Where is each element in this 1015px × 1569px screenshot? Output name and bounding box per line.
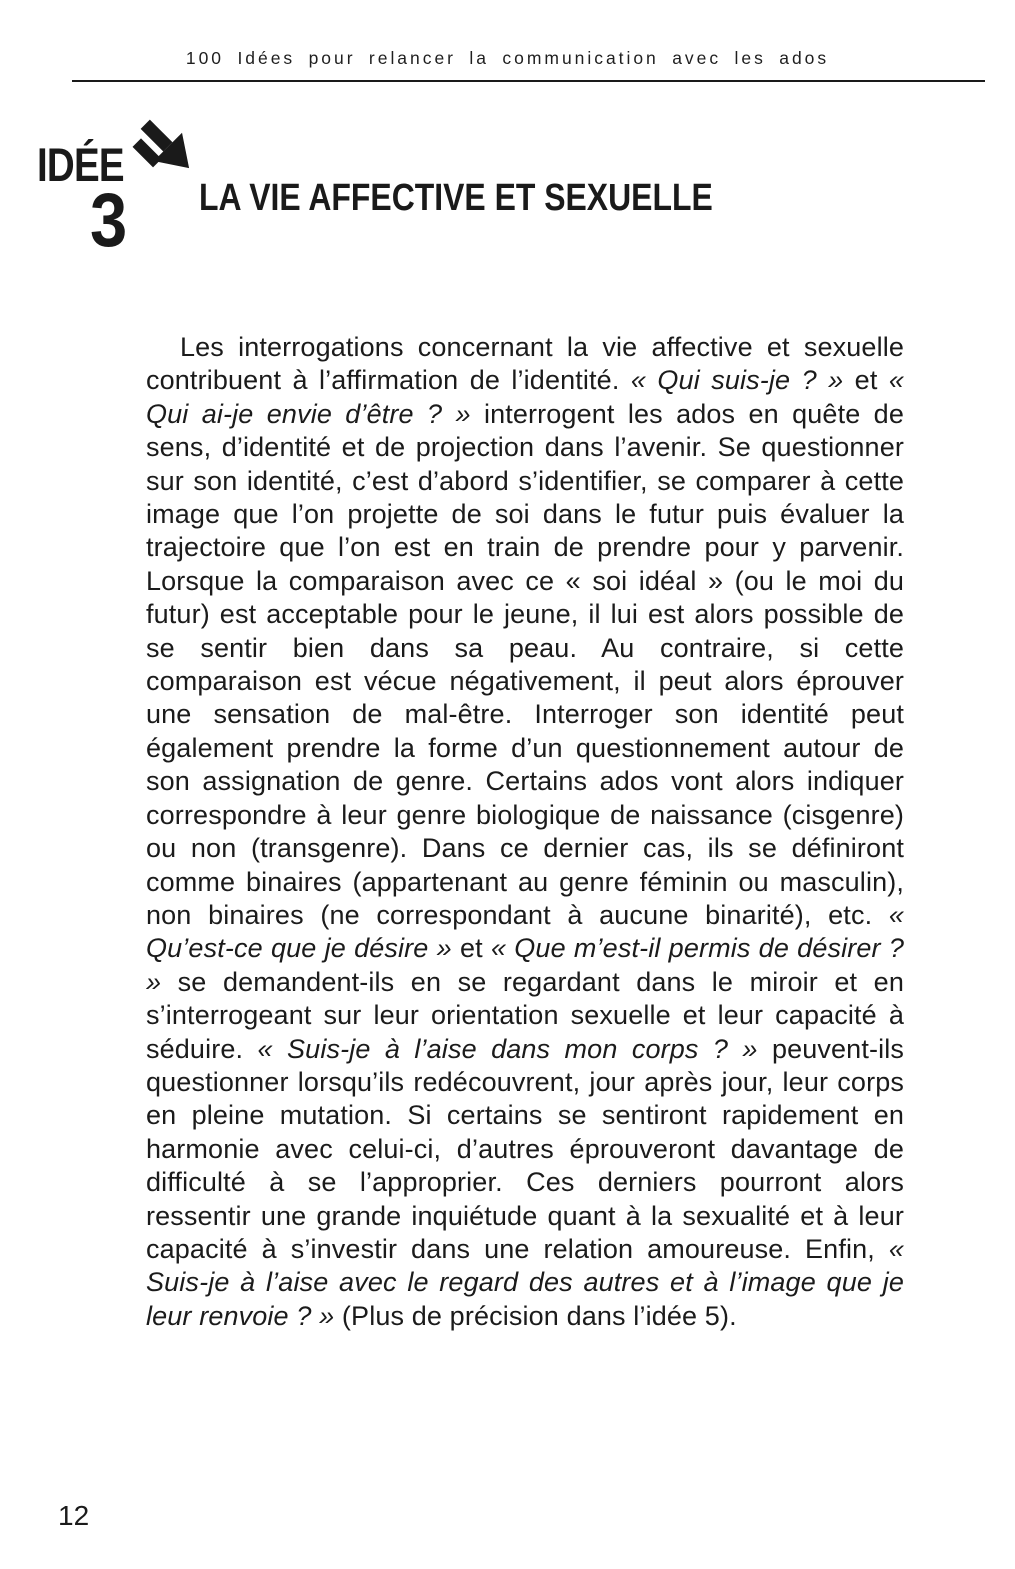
arrow-down-right-icon <box>141 120 199 178</box>
idea-label: IDÉE <box>37 138 124 191</box>
page-number: 12 <box>58 1500 90 1531</box>
idea-number: 3 <box>90 178 128 263</box>
chapter-title: LA VIE AFFECTIVE ET SEXUELLE <box>199 177 713 219</box>
header-rule <box>72 80 985 82</box>
running-header-book-title: 100 Idées pour relancer la communication avec les ados <box>185 48 830 68</box>
body-paragraph: Les interrogations concernant la vie affective et sexuelle contribuent à l’affirmation de l’identité. « Qui suis-je ? » et « Qui ai-je envie d’être ? » interrogent les ados en quête de sens, d’identité et de projection dans l’avenir. Se questionner sur son identité, c’est d’abord s’identifier, se comparer à cette image que l’on projette de soi dans le futur puis évaluer la trajectoire que l’on est en train de prendre pour y parvenir. Lorsque la comparaison avec ce « soi idéal » (ou le moi du futur) est acceptable pour le jeune, il lui est alors possible de se sentir bien dans sa peau. Au contraire, si cette comparaison est vécue négativement, il peut alors éprouver une sensation de mal-être. Interroger son identité peut également prendre la forme d’un questionnement autour de son assignation de genre. Certains ados vont alors indiquer correspondre à leur genre biologique de naissance (cisgenre) ou non (transgenre). Dans ce dernier cas, ils se définiront comme binaires (appartenant au genre féminin ou masculin), non binaires (ne correspondant à aucune binarité), etc. « Qu’est-ce que je désire » et « Que m’est-il permis de désirer ? » se demandent-ils en se regardant dans le miroir et en s’interrogeant sur leur orientation sexuelle et leur capacité à séduire. « Suis-je à l’aise dans mon corps ? » peuvent-ils questionner lorsqu’ils redécouvrent, jour après jour, leur corps en pleine mutation. Si certains se sentiront rapidement en harmonie avec celui-ci, d’autres éprouveront davantage de difficulté à se l’approprier. Ces derniers pourront alors ressentir une grande inquiétude quant à la sexualité et à leur capacité à s’investir dans une relation amoureuse. Enfin, « Suis-je à l’aise avec le regard des autres et à l’image que je leur renvoie ? » (Plus de précision dans l’idée 5). <box>146 332 905 1331</box>
